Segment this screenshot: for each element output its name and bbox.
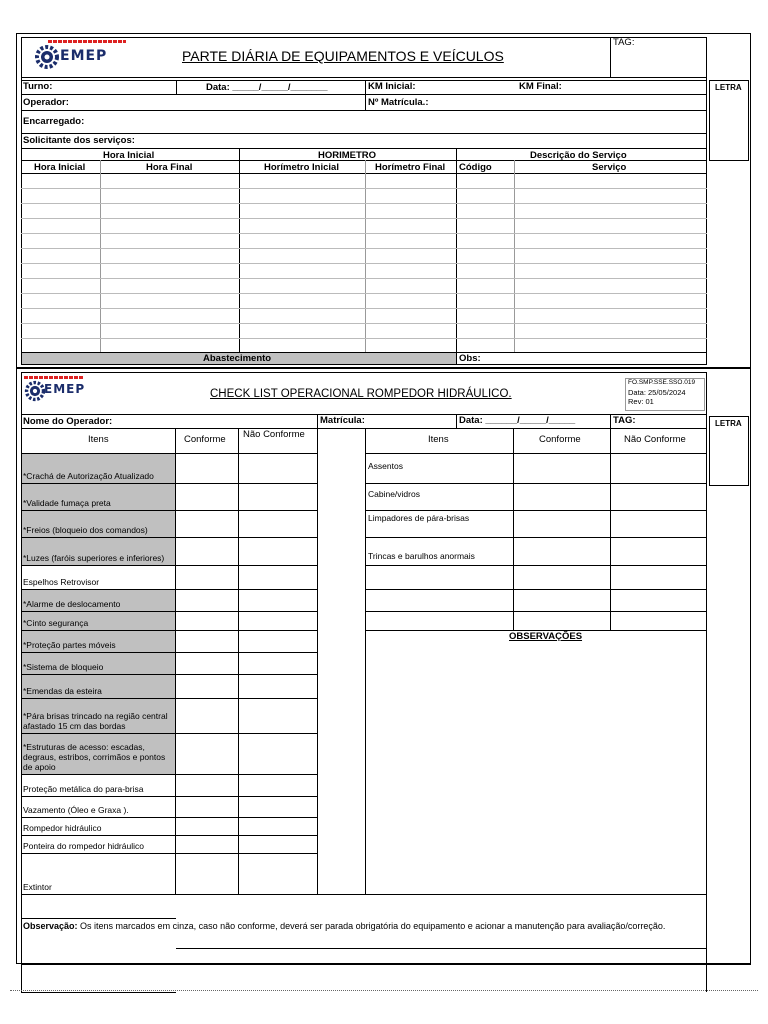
form-title: PARTE DIÁRIA DE EQUIPAMENTOS E VEÍCULOS [182, 48, 504, 64]
col-nao-conforme-right: Não Conforme [624, 434, 686, 445]
conforme-cell[interactable] [514, 611, 610, 630]
conforme-cell[interactable] [176, 774, 238, 796]
observacao-text: Os itens marcados em cinza, caso não conforme, deverá ser parada obrigatória do equipamento e acionar a manutenção para avaliação/correção. [77, 921, 666, 931]
checklist-item-right: Trincas e barulhos anormais [368, 551, 475, 561]
checklist-item-right: Assentos [368, 461, 403, 471]
data-label[interactable]: Data: _____/_____/_______ [206, 82, 328, 93]
table-row-line [21, 323, 707, 324]
conforme-cell[interactable] [514, 483, 610, 510]
nao-conforme-cell[interactable] [239, 630, 317, 652]
col-conforme-right: Conforme [539, 434, 581, 445]
group-hora: Hora Inicial [103, 150, 155, 161]
observacao-label: Observação: [23, 921, 78, 931]
nao-conforme-cell[interactable] [239, 774, 317, 796]
conforme-cell[interactable] [176, 453, 238, 483]
checklist-item: *Estruturas de acesso: escadas, degraus, estribos, corrimãos e pontos de apoio [23, 742, 166, 772]
nao-conforme-cell[interactable] [239, 589, 317, 611]
nao-conforme-cell[interactable] [239, 733, 317, 774]
conforme-cell[interactable] [514, 453, 610, 483]
conforme-cell[interactable] [514, 537, 610, 565]
col-codigo: Código [459, 162, 492, 173]
col-servico: Serviço [592, 162, 627, 173]
conforme-cell[interactable] [176, 796, 238, 817]
table-row-line [21, 188, 707, 189]
doc-date: Data: 25/05/2024 [628, 388, 686, 397]
checklist-item: *Sistema de bloqueio [23, 662, 104, 672]
conforme-cell[interactable] [176, 853, 238, 894]
gear-logo-icon [24, 380, 46, 402]
letra-label: LETRA [715, 83, 742, 92]
letra-label-2: LETRA [715, 419, 742, 428]
conforme-cell[interactable] [176, 698, 238, 733]
col-hora-inicial: Hora Inicial [34, 162, 86, 173]
nao-conforme-cell[interactable] [239, 796, 317, 817]
logo-text: EMEP [60, 48, 108, 64]
company-logo [34, 40, 134, 74]
checklist-item: *Emendas da esteira [23, 686, 102, 696]
conforme-cell[interactable] [176, 630, 238, 652]
conforme-cell[interactable] [176, 565, 238, 589]
checklist-item: Vazamento (Óleo e Graxa ). [23, 805, 129, 815]
conforme-cell[interactable] [514, 565, 610, 589]
nao-conforme-cell[interactable] [611, 589, 706, 611]
checklist-item: Rompedor hidráulico [23, 823, 102, 833]
nao-conforme-cell[interactable] [239, 674, 317, 698]
col-hora-final: Hora Final [146, 162, 193, 173]
nao-conforme-cell[interactable] [239, 817, 317, 835]
conforme-cell[interactable] [176, 817, 238, 835]
nao-conforme-cell[interactable] [239, 483, 317, 510]
conforme-cell[interactable] [176, 510, 238, 537]
matricula-label: Nº Matrícula.: [368, 97, 429, 108]
table-row-line [21, 278, 707, 279]
checklist-title: CHECK LIST OPERACIONAL ROMPEDOR HIDRÁULICO. [210, 388, 512, 400]
company-logo-2 [24, 376, 124, 406]
checklist-item: *Pára brisas trincado na região central afastado 15 cm das bordas [23, 711, 168, 731]
nao-conforme-cell[interactable] [611, 565, 706, 589]
checklist-item: *Cinto segurança [23, 618, 89, 628]
conforme-cell[interactable] [176, 733, 238, 774]
table-row-line [21, 233, 707, 234]
col-horimetro-final: Horímetro Final [375, 162, 446, 173]
nao-conforme-cell[interactable] [239, 652, 317, 674]
doc-rev: Rev: 01 [628, 397, 654, 406]
conforme-cell[interactable] [176, 835, 238, 853]
col-itens-right: Itens [428, 434, 449, 445]
nao-conforme-cell[interactable] [239, 835, 317, 853]
table-row-line [21, 308, 707, 309]
nao-conforme-cell[interactable] [239, 611, 317, 630]
col-horimetro-inicial: Horímetro Inicial [264, 162, 339, 173]
conforme-cell[interactable] [176, 589, 238, 611]
matricula-label-2: Matrícula: [320, 415, 365, 426]
data-label-2[interactable]: Data: ______/_____/_____ [459, 415, 576, 426]
group-horimetro: HORIMETRO [318, 150, 377, 161]
obs-label: Obs: [459, 353, 481, 364]
checklist-item: Ponteira do rompedor hidráulico [23, 841, 144, 851]
table-row-line [21, 338, 707, 339]
conforme-cell[interactable] [176, 483, 238, 510]
logo-text: EMEP [44, 382, 86, 396]
nao-conforme-cell[interactable] [611, 453, 706, 483]
checklist-item-right: Limpadores de pára-brisas [368, 513, 470, 523]
table-row-line [21, 263, 707, 264]
tag-label: TAG: [613, 37, 635, 48]
conforme-cell[interactable] [176, 611, 238, 630]
tag-label-2: TAG: [613, 415, 636, 426]
checklist-item: *Freios (bloqueio dos comandos) [23, 525, 148, 535]
nao-conforme-cell[interactable] [239, 453, 317, 483]
checklist-item: Espelhos Retrovisor [23, 577, 100, 587]
solicitante-label: Solicitante dos serviços: [23, 135, 135, 146]
km-final-label: KM Final: [519, 81, 562, 92]
checklist-item: *Luzes (faróis superiores e inferiores) [23, 553, 165, 563]
nao-conforme-cell[interactable] [239, 565, 317, 589]
table-row-line [21, 293, 707, 294]
conforme-cell[interactable] [176, 652, 238, 674]
nome-operador-label: Nome do Operador: [23, 416, 113, 427]
observacao-note [23, 921, 703, 932]
observacoes-title: OBSERVAÇÕES [509, 631, 583, 642]
checklist-item: Extintor [23, 882, 52, 892]
col-itens-left: Itens [88, 434, 109, 445]
group-descricao: Descrição do Serviço [530, 150, 627, 161]
nao-conforme-cell[interactable] [611, 510, 706, 537]
nao-conforme-cell[interactable] [611, 483, 706, 510]
operador-label: Operador: [23, 97, 69, 108]
km-inicial-label: KM Inicial: [368, 81, 416, 92]
checklist-item-right: Cabine/vidros [368, 489, 420, 499]
nao-conforme-cell[interactable] [239, 537, 317, 565]
table-row-line [21, 218, 707, 219]
turno-label: Turno: [23, 81, 53, 92]
checklist-item: *Validade fumaça preta [23, 498, 111, 508]
conforme-cell[interactable] [514, 589, 610, 611]
letra-box[interactable] [709, 80, 749, 161]
table-row-line [21, 248, 707, 249]
table-row-line [21, 203, 707, 204]
checklist-item: *Crachá de Autorização Atualizado [23, 471, 154, 481]
checklist-item: *Proteção partes móveis [23, 640, 116, 650]
doc-code: FO.SMP.SSE.SSO.019 [628, 379, 696, 386]
conforme-cell[interactable] [176, 674, 238, 698]
nao-conforme-cell[interactable] [611, 537, 706, 565]
conforme-cell[interactable] [514, 510, 610, 537]
col-nao-conforme-left: Não Conforme [243, 429, 305, 440]
nao-conforme-cell[interactable] [239, 698, 317, 733]
encarregado-label: Encarregado: [23, 116, 85, 127]
nao-conforme-cell[interactable] [239, 510, 317, 537]
abastecimento-label: Abastecimento [203, 353, 272, 364]
checklist-item: Proteção metálica do para-brisa [23, 784, 144, 794]
nao-conforme-cell[interactable] [611, 611, 706, 630]
conforme-cell[interactable] [176, 537, 238, 565]
checklist-item: *Alarme de deslocamento [23, 599, 121, 609]
gear-logo-icon [34, 44, 60, 70]
col-conforme-left: Conforme [184, 434, 226, 445]
nao-conforme-cell[interactable] [239, 853, 317, 894]
